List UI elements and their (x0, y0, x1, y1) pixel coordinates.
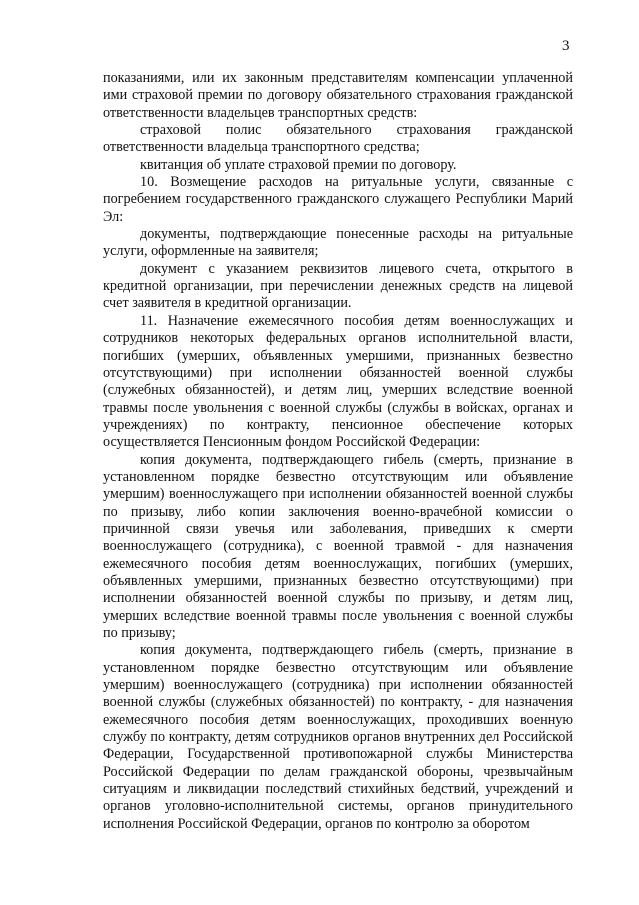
paragraph-insurance-compensation-continuation: показаниями, или их законным представителям компенсации уплаченной ими страховой премии по договору обязательного страхования гражданской ответственности владельцев транспортных средств: (103, 70, 573, 121)
page-number: 3 (562, 38, 570, 54)
paragraph-item-11-child-allowance: 11. Назначение ежемесячного пособия детям военнослужащих и сотрудников некоторых федеральных органов исполнительной власти, погибших (умерших, объявленных умершими, признанных безвестно отсутствующими) при исполнении обязанностей военной службы (служебных обязанностей), и детям лиц, умерших вследствие военной травмы после увольнения с военной службы (службы в войсках, органах и учреждениях) по контракту, пенсионное обеспечение которых осуществляется Пенсионным фондом Российской Федерации: (103, 312, 573, 451)
paragraph-premium-receipt: квитанция об уплате страховой премии по договору. (140, 156, 457, 173)
paragraph-contract-death-document: копия документа, подтверждающего гибель (смерть, признание в установленном порядке безвестно отсутствующим или объявление умершим) военнослужащего (сотрудника) при исполнении обязанностей военной службы (служебных обязанностей) по контракту, - для назначения ежемесячного пособия детям военнослужащих, проходивших военную службу по контракту, детям сотрудников органов внутренних дел Российской Федерации, Государственной противопожарной службы Министерства Российской Федерации по делам гражданской обороны, чрезвычайным ситуациям и ликвидации последствий стихийных бедствий, учреждений и органов уголовно-исполнительной системы, органов принудительного исполнения Российской Федерации, органов по контролю за оборотом (103, 642, 573, 832)
paragraph-bank-account-document: документ с указанием реквизитов лицевого счета, открытого в кредитной организации, при перечислении денежных средств на лицевой счет заявителя в кредитной организации. (103, 260, 573, 312)
paragraph-conscript-death-document: копия документа, подтверждающего гибель (смерть, признание в установленном порядке безвестно отсутствующим или объявление умершим) военнослужащего при исполнении обязанностей военной службы по призыву, либо копии заключения военно-врачебной комиссии о причинной связи увечья или заболевания, приведших к смерти военнослужащего (сотрудника), с военной травмой - для назначения ежемесячного пособия детям военнослужащих, погибших (умерших, объявленных умершими, признанных безвестно отсутствующими) при исполнении обязанностей военной службы по призыву, и детям лиц, умерших вследствие военной травмы после увольнения с военной службы по призыву; (103, 451, 573, 641)
paragraph-item-10-funeral: 10. Возмещение расходов на ритуальные услуги, связанные с погребением государственного гражданского служащего Республики Марий Эл: (103, 174, 573, 225)
document-body (103, 70, 573, 833)
paragraph-insurance-policy: страховой полис обязательного страхования гражданской ответственности владельца транспортного средства; (103, 122, 573, 156)
paragraph-funeral-expense-documents: документы, подтверждающие понесенные расходы на ритуальные услуги, оформленные на заявителя; (103, 226, 573, 260)
